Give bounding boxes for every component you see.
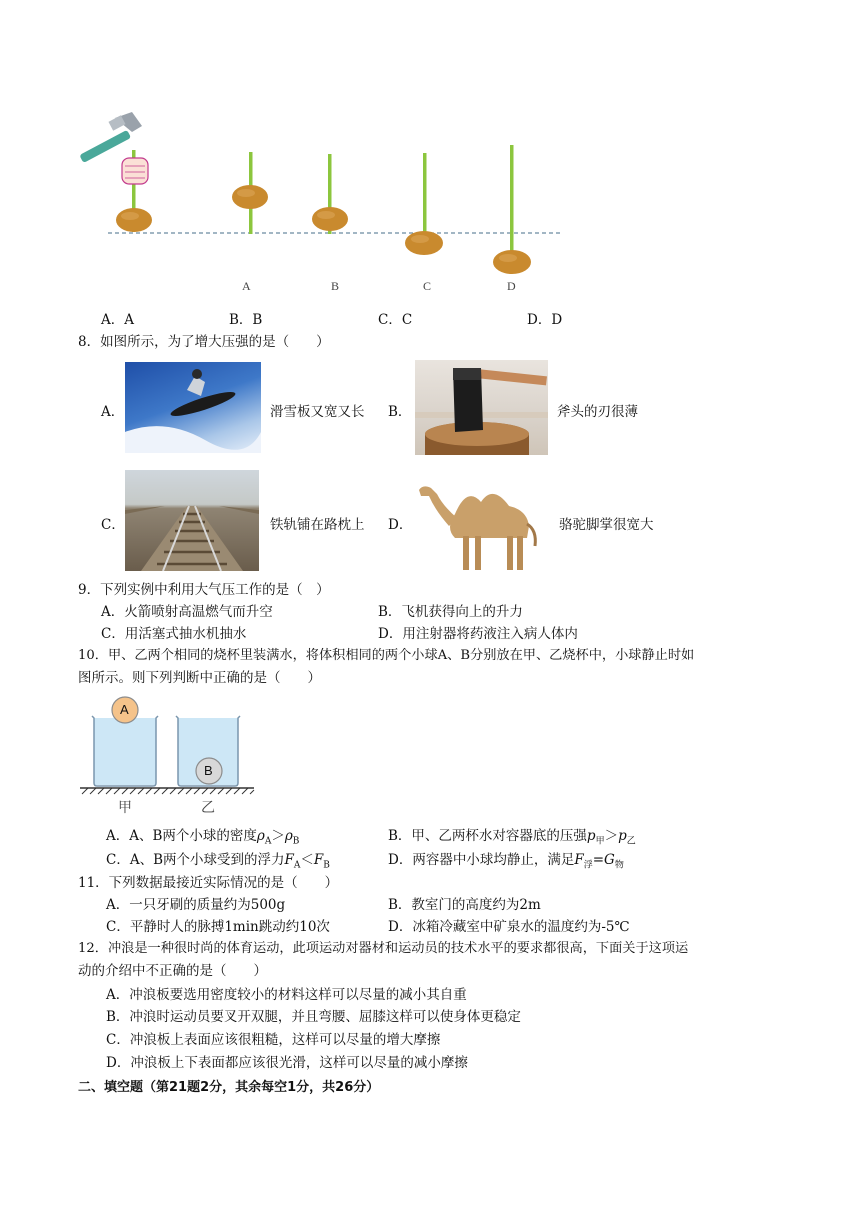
q10-option-c-f-2: F <box>313 852 324 868</box>
q10-option-c-sub-1: A <box>293 860 301 871</box>
q10-stem-line1: 10．甲、乙两个相同的烧杯里装满水，将体积相同的两个小球A、B分别放在甲、乙烧杯中，小球静止时如 <box>78 648 695 663</box>
q11-option-b[interactable]: B．教室门的高度约为2m <box>388 897 541 913</box>
q10-option-a-sub-1: A <box>264 836 272 847</box>
q10-option-d-text: D．两容器中小球均静止，满足 <box>388 852 575 868</box>
axe-photo <box>415 360 548 455</box>
q9-option-b[interactable]: B．飞机获得向上的升力 <box>378 604 523 620</box>
q8-option-b-letter[interactable]: B． <box>388 404 412 420</box>
q10-option-b[interactable] <box>388 827 636 851</box>
q8-option-c-letter[interactable]: C． <box>101 517 125 533</box>
q8-option-c-text[interactable]: 铁轨铺在路枕上 <box>270 517 365 533</box>
q10-option-d-relation: = <box>592 852 605 868</box>
q7-option-a[interactable]: A．A <box>101 312 134 328</box>
railway-photo <box>125 470 259 571</box>
q11-option-a[interactable]: A．一只牙刷的质量约为500g <box>106 897 286 913</box>
q7-option-b[interactable]: B．B <box>229 312 263 328</box>
q10-option-a-rho-1: ρ <box>256 828 265 844</box>
q10-stem-line2: 图所示。则下列判断中正确的是（ ） <box>78 670 321 686</box>
q12-option-c[interactable]: C．冲浪板上表面应该很粗糙，这样可以尽量的增大摩擦 <box>106 1032 441 1048</box>
q10-option-d[interactable] <box>388 851 624 875</box>
q9-option-a[interactable]: A．火箭喷射高温燃气而升空 <box>101 604 273 620</box>
section-2-title: 二、填空题（第21题2分，其余每空1分，共26分） <box>78 1080 380 1095</box>
q10-option-d-f: F <box>574 852 584 868</box>
q7-figure <box>70 110 570 295</box>
q8-option-d-letter[interactable]: D． <box>388 517 413 533</box>
q10-option-c-relation: ＜ <box>300 852 314 868</box>
q10-option-a-rho-2: ρ <box>284 828 293 844</box>
q10-beaker-figure <box>78 695 258 817</box>
q12-stem-line1: 12．冲浪是一种很时尚的体育运动，此项运动对器材和运动员的技术水平的要求都很高，下面关于这项运 <box>78 941 689 956</box>
q12-option-b[interactable]: B．冲浪时运动员要叉开双腿，并且弯腰、屈膝这样可以使身体更稳定 <box>106 1009 521 1025</box>
q10-option-a-text: A．A、B两个小球的密度 <box>106 828 257 844</box>
q10-ball-a-label: A <box>120 702 129 717</box>
q9-option-d[interactable]: D．用注射器将药液注入病人体内 <box>378 626 578 642</box>
q10-option-c-text: C．A、B两个小球受到的浮力 <box>106 852 285 868</box>
q11-stem: 11．下列数据最接近实际情况的是（ ） <box>78 875 339 891</box>
q9-option-c[interactable]: C．用活塞式抽水机抽水 <box>101 626 247 642</box>
q10-option-c-f-1: F <box>284 852 294 868</box>
q11-option-c[interactable]: C．平静时人的脉搏1min跳动约10次 <box>106 919 330 935</box>
q9-stem: 9．下列实例中利用大气压工作的是（ ） <box>78 582 330 598</box>
q8-option-b-text[interactable]: 斧头的刃很薄 <box>557 404 638 420</box>
q7-option-d[interactable]: D．D <box>527 312 563 328</box>
q8-option-d-text[interactable]: 骆驼脚掌很宽大 <box>559 517 654 533</box>
snowboard-photo <box>125 362 261 453</box>
q7-fig-label-d: D <box>507 279 516 293</box>
q10-option-d-sub-1: 浮 <box>583 860 593 871</box>
q7-option-c[interactable]: C．C <box>378 312 413 328</box>
q8-option-a-letter[interactable]: A． <box>101 404 125 420</box>
q8-option-a-text[interactable]: 滑雪板又宽又长 <box>270 404 365 420</box>
q7-fig-label-b: B <box>331 279 340 293</box>
q8-stem: 8．如图所示，为了增大压强的是（ ） <box>78 334 330 350</box>
q10-option-a[interactable] <box>106 827 299 851</box>
q7-fig-label-a: A <box>242 279 251 293</box>
q10-cup-jia-label: 甲 <box>118 800 132 816</box>
camel-photo <box>415 466 549 575</box>
q10-option-b-relation: ＞ <box>604 828 619 844</box>
q10-cup-yi-label: 乙 <box>201 800 215 816</box>
q10-option-b-p-1: p <box>586 828 596 844</box>
q10-option-d-sub-2: 物 <box>614 860 624 871</box>
q10-option-d-g: G <box>604 852 615 868</box>
q10-option-a-sub-2: B <box>292 836 300 847</box>
q10-option-b-text: B．甲、乙两杯水对容器底的压强 <box>388 828 587 844</box>
q10-option-c[interactable] <box>106 851 330 875</box>
q12-option-d[interactable]: D．冲浪板上下表面都应该很光滑，这样可以尽量的减小摩擦 <box>106 1055 468 1071</box>
q10-option-b-p-2: p <box>618 828 627 844</box>
q10-ball-b-label: B <box>204 763 213 778</box>
hand-icon <box>122 158 148 184</box>
q10-option-c-sub-2: B <box>323 860 330 871</box>
q11-option-d[interactable]: D．冰箱冷藏室中矿泉水的温度约为-5℃ <box>388 919 630 935</box>
q10-option-a-relation: ＞ <box>271 828 285 844</box>
q12-option-a[interactable]: A．冲浪板要选用密度较小的材料这样可以尽量的减小其自重 <box>106 987 467 1003</box>
q10-option-b-sub-2: 乙 <box>626 836 636 847</box>
q7-fig-label-c: C <box>423 279 432 293</box>
q10-option-b-sub-1: 甲 <box>595 836 605 847</box>
q12-stem-line2: 动的介绍中不正确的是（ ） <box>78 963 267 979</box>
